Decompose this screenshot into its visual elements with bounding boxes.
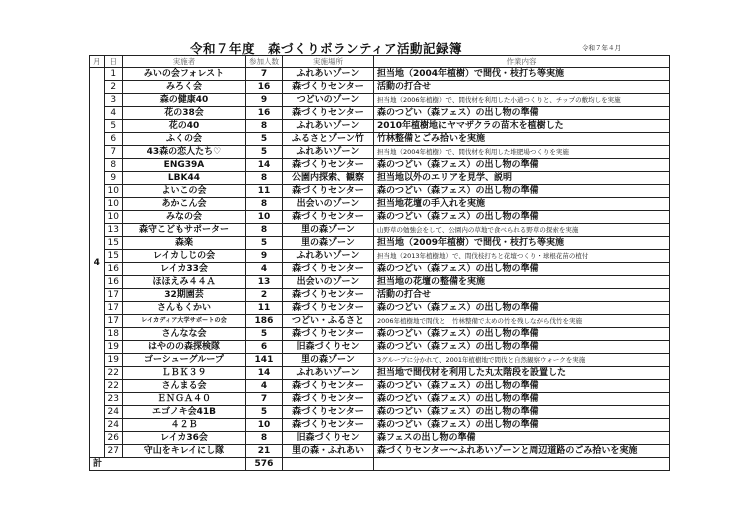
table-row: [90, 354, 670, 367]
org-cell: 32期園芸: [122, 289, 245, 302]
org-cell: よいこの会: [122, 185, 245, 198]
place-cell: つどい・ふるさと: [282, 315, 373, 328]
work-cell: 活動の打合せ: [373, 289, 669, 302]
count-cell: 4: [245, 380, 282, 393]
work-cell: 担当地の花壇の整備を実施: [373, 276, 669, 289]
day-cell: 23: [104, 393, 122, 406]
count-cell: 8: [245, 224, 282, 237]
place-cell: 森づくりセンター: [282, 406, 373, 419]
table-row: [90, 120, 670, 133]
day-cell: 10: [104, 211, 122, 224]
day-cell: 22: [104, 380, 122, 393]
count-cell: 5: [245, 146, 282, 159]
count-cell: 10: [245, 419, 282, 432]
table-row: [90, 380, 670, 393]
total-count: 576: [245, 458, 282, 471]
count-cell: 9: [245, 250, 282, 263]
org-cell: 森の健康40: [122, 94, 245, 107]
count-cell: 11: [245, 302, 282, 315]
org-cell: ４２Ｂ: [122, 419, 245, 432]
table-row: [90, 315, 670, 328]
work-cell: 山野草の勉強会をして、公園内の草地で食べられる野草の探索を実施: [373, 224, 669, 237]
day-cell: 22: [104, 367, 122, 380]
table-row: [90, 328, 670, 341]
count-cell: 16: [245, 107, 282, 120]
place-cell: 里の森・ふれあい: [282, 445, 373, 458]
work-cell: 3グループに分かれて、2001年植樹地で間伐と自然観察ウォークを実施: [373, 354, 669, 367]
work-cell: 担当地（2004年植樹）で間伐・枝打ち等実施: [373, 68, 669, 81]
place-cell: 出会いのゾーン: [282, 198, 373, 211]
org-cell: レイカ33会: [122, 263, 245, 276]
count-cell: 21: [245, 445, 282, 458]
table-row: [90, 237, 670, 250]
org-cell: ENG39A: [122, 159, 245, 172]
count-cell: 8: [245, 198, 282, 211]
work-cell: 担当地以外のエリアを見学、説明: [373, 172, 669, 185]
table-row: [90, 276, 670, 289]
day-cell: 24: [104, 419, 122, 432]
count-cell: 13: [245, 276, 282, 289]
place-cell: ふれあいゾーン: [282, 120, 373, 133]
table-row: [90, 406, 670, 419]
work-cell: 担当地で間伐材を利用した丸太階段を設置した: [373, 367, 669, 380]
day-cell: 27: [104, 445, 122, 458]
org-cell: ＥＮＧＡ４０: [122, 393, 245, 406]
place-cell: 公園内探索、観察: [282, 172, 373, 185]
table-row: [90, 133, 670, 146]
org-cell: さんまる会: [122, 380, 245, 393]
work-cell: 森のつどい（森フェス）の出し物の準備: [373, 107, 669, 120]
count-cell: 11: [245, 185, 282, 198]
work-cell: 森フェスの出し物の準備: [373, 432, 669, 445]
day-cell: 26: [104, 432, 122, 445]
work-cell: 森のつどい（森フェス）の出し物の準備: [373, 211, 669, 224]
count-cell: 14: [245, 367, 282, 380]
table-row: [90, 250, 670, 263]
count-cell: 7: [245, 68, 282, 81]
work-cell: 担当地（2013年植樹地）で、間伐枝打ちと花壇つくり・球根花苗の植付: [373, 250, 669, 263]
table-row: [90, 445, 670, 458]
table-row: [90, 289, 670, 302]
place-cell: 森づくりセンター: [282, 302, 373, 315]
total-blank-cell: [282, 458, 373, 471]
place-cell: 旧森づくりセン: [282, 432, 373, 445]
header-row: [90, 56, 670, 68]
day-cell: 16: [104, 263, 122, 276]
count-cell: 5: [245, 328, 282, 341]
table-row: [90, 198, 670, 211]
table-row: [90, 159, 670, 172]
header-count: 参加人数: [245, 56, 282, 68]
org-cell: ＬＢＫ３９: [122, 367, 245, 380]
log-body: [90, 68, 670, 471]
work-cell: 森のつどい（森フェス）の出し物の準備: [373, 393, 669, 406]
count-cell: 8: [245, 432, 282, 445]
org-cell: みなの会: [122, 211, 245, 224]
place-cell: 里の森ゾーン: [282, 354, 373, 367]
day-cell: 15: [104, 250, 122, 263]
org-cell: 43森の恋人たち♡: [122, 146, 245, 159]
day-cell: 24: [104, 406, 122, 419]
org-cell: 森楽: [122, 237, 245, 250]
place-cell: 旧森づくりセン: [282, 341, 373, 354]
day-cell: 17: [104, 315, 122, 328]
place-cell: ふるさとゾーン竹: [282, 133, 373, 146]
work-cell: 森のつどい（森フェス）の出し物の準備: [373, 406, 669, 419]
total-row: [90, 458, 670, 471]
table-row: [90, 185, 670, 198]
place-cell: 森づくりセンター: [282, 289, 373, 302]
day-cell: 4: [104, 107, 122, 120]
day-cell: 19: [104, 341, 122, 354]
place-cell: 里の森ゾーン: [282, 224, 373, 237]
day-cell: 6: [104, 133, 122, 146]
org-cell: レイカディア大学サポートの会: [122, 315, 245, 328]
place-cell: 森づくりセンター: [282, 81, 373, 94]
header-place: 実施場所: [282, 56, 373, 68]
org-cell: みろく会: [122, 81, 245, 94]
work-cell: 担当地（2004年植樹）で、間伐材を利用した堆肥場つくりを実施: [373, 146, 669, 159]
org-cell: さんもくかい: [122, 302, 245, 315]
place-cell: 森づくりセンター: [282, 211, 373, 224]
day-cell: 2: [104, 81, 122, 94]
work-cell: 森のつどい（森フェス）の出し物の準備: [373, 263, 669, 276]
count-cell: 8: [245, 172, 282, 185]
work-cell: 担当地（2009年植樹）で間伐・枝打ち等実施: [373, 237, 669, 250]
place-cell: 出会いのゾーン: [282, 276, 373, 289]
header-org: 実施者: [122, 56, 245, 68]
day-cell: 10: [104, 198, 122, 211]
day-cell: 18: [104, 328, 122, 341]
count-cell: 4: [245, 263, 282, 276]
place-cell: つどいのゾーン: [282, 94, 373, 107]
day-cell: 19: [104, 354, 122, 367]
table-row: [90, 172, 670, 185]
count-cell: 10: [245, 211, 282, 224]
day-cell: 8: [104, 159, 122, 172]
org-cell: ゴーシューグループ: [122, 354, 245, 367]
count-cell: 2: [245, 289, 282, 302]
day-cell: 16: [104, 276, 122, 289]
day-cell: 15: [104, 237, 122, 250]
org-cell: さんなな会: [122, 328, 245, 341]
place-cell: 森づくりセンター: [282, 159, 373, 172]
count-cell: 14: [245, 159, 282, 172]
day-cell: 5: [104, 120, 122, 133]
place-cell: ふれあいゾーン: [282, 250, 373, 263]
table-row: [90, 94, 670, 107]
work-cell: 森のつどい（森フェス）の出し物の準備: [373, 341, 669, 354]
place-cell: 森づくりセンター: [282, 185, 373, 198]
work-cell: 森のつどい（森フェス）の出し物の準備: [373, 302, 669, 315]
count-cell: 16: [245, 81, 282, 94]
work-cell: 活動の打合せ: [373, 81, 669, 94]
count-cell: 7: [245, 393, 282, 406]
org-cell: 守山をキレイにし隊: [122, 445, 245, 458]
org-cell: あかこん会: [122, 198, 245, 211]
work-cell: 2010年植樹地にヤマザクラの苗木を植樹した: [373, 120, 669, 133]
org-cell: レイカ36会: [122, 432, 245, 445]
day-cell: 3: [104, 94, 122, 107]
org-cell: ほほえみ４４Ａ: [122, 276, 245, 289]
count-cell: 5: [245, 406, 282, 419]
org-cell: ふくの会: [122, 133, 245, 146]
work-cell: 森のつどい（森フェス）の出し物の準備: [373, 380, 669, 393]
count-cell: 186: [245, 315, 282, 328]
table-row: [90, 367, 670, 380]
work-cell: 竹林整備とごみ拾いを実施: [373, 133, 669, 146]
count-cell: 9: [245, 94, 282, 107]
record-date: 令和７年４月: [582, 44, 621, 52]
header-work: 作業内容: [373, 56, 669, 68]
month-cell: 4: [90, 68, 105, 458]
header-month: 月: [90, 56, 105, 68]
place-cell: 森づくりセンター: [282, 393, 373, 406]
place-cell: 森づくりセンター: [282, 263, 373, 276]
count-cell: 8: [245, 120, 282, 133]
work-cell: 担当地花壇の手入れを実施: [373, 198, 669, 211]
place-cell: 森づくりセンター: [282, 380, 373, 393]
table-row: [90, 107, 670, 120]
table-row: [90, 81, 670, 94]
table-row: [90, 68, 670, 81]
work-cell: 担当地（2006年植樹）で、間伐材を利用した小道つくりと、チップの敷均しを実施: [373, 94, 669, 107]
work-cell: 森のつどい（森フェス）の出し物の準備: [373, 159, 669, 172]
place-cell: 森づくりセンター: [282, 107, 373, 120]
total-label: 計: [90, 458, 246, 471]
table-row: [90, 146, 670, 159]
org-cell: LBK44: [122, 172, 245, 185]
day-cell: 13: [104, 224, 122, 237]
day-cell: 1: [104, 68, 122, 81]
total-blank-cell: [373, 458, 669, 471]
work-cell: 森のつどい（森フェス）の出し物の準備: [373, 419, 669, 432]
org-cell: みいの会フォレスト: [122, 68, 245, 81]
place-cell: 里の森ゾーン: [282, 237, 373, 250]
table-row: [90, 224, 670, 237]
work-cell: 森のつどい（森フェス）の出し物の準備: [373, 328, 669, 341]
header-day: 日: [104, 56, 122, 68]
day-cell: 7: [104, 146, 122, 159]
day-cell: 9: [104, 172, 122, 185]
day-cell: 10: [104, 185, 122, 198]
day-cell: 17: [104, 289, 122, 302]
table-row: [90, 419, 670, 432]
table-row: [90, 302, 670, 315]
table-row: [90, 393, 670, 406]
table-row: [90, 341, 670, 354]
work-cell: 2006年植樹地で間伐と 竹林整備で太めの竹を残しながら伐竹を実施: [373, 315, 669, 328]
table-row: [90, 432, 670, 445]
org-cell: レイカしじの会: [122, 250, 245, 263]
place-cell: 森づくりセンター: [282, 328, 373, 341]
table-row: [90, 263, 670, 276]
count-cell: 5: [245, 237, 282, 250]
work-cell: 森づくりセンター～ふれあいゾーンと周辺道路のごみ拾いを実施: [373, 445, 669, 458]
place-cell: ふれあいゾーン: [282, 367, 373, 380]
place-cell: 森づくりセンター: [282, 419, 373, 432]
org-cell: はやのの森探検隊: [122, 341, 245, 354]
count-cell: 5: [245, 133, 282, 146]
org-cell: エゴノキ会41B: [122, 406, 245, 419]
org-cell: 森守こどもサポーター: [122, 224, 245, 237]
org-cell: 花の38会: [122, 107, 245, 120]
place-cell: ふれあいゾーン: [282, 68, 373, 81]
activity-log-table: [89, 55, 670, 471]
count-cell: 6: [245, 341, 282, 354]
org-cell: 花の40: [122, 120, 245, 133]
page-title: 令和７年度 森づくりボランティア活動記録簿: [190, 41, 463, 56]
day-cell: 17: [104, 302, 122, 315]
count-cell: 141: [245, 354, 282, 367]
place-cell: ふれあいゾーン: [282, 146, 373, 159]
table-row: [90, 211, 670, 224]
work-cell: 森のつどい（森フェス）の出し物の準備: [373, 185, 669, 198]
